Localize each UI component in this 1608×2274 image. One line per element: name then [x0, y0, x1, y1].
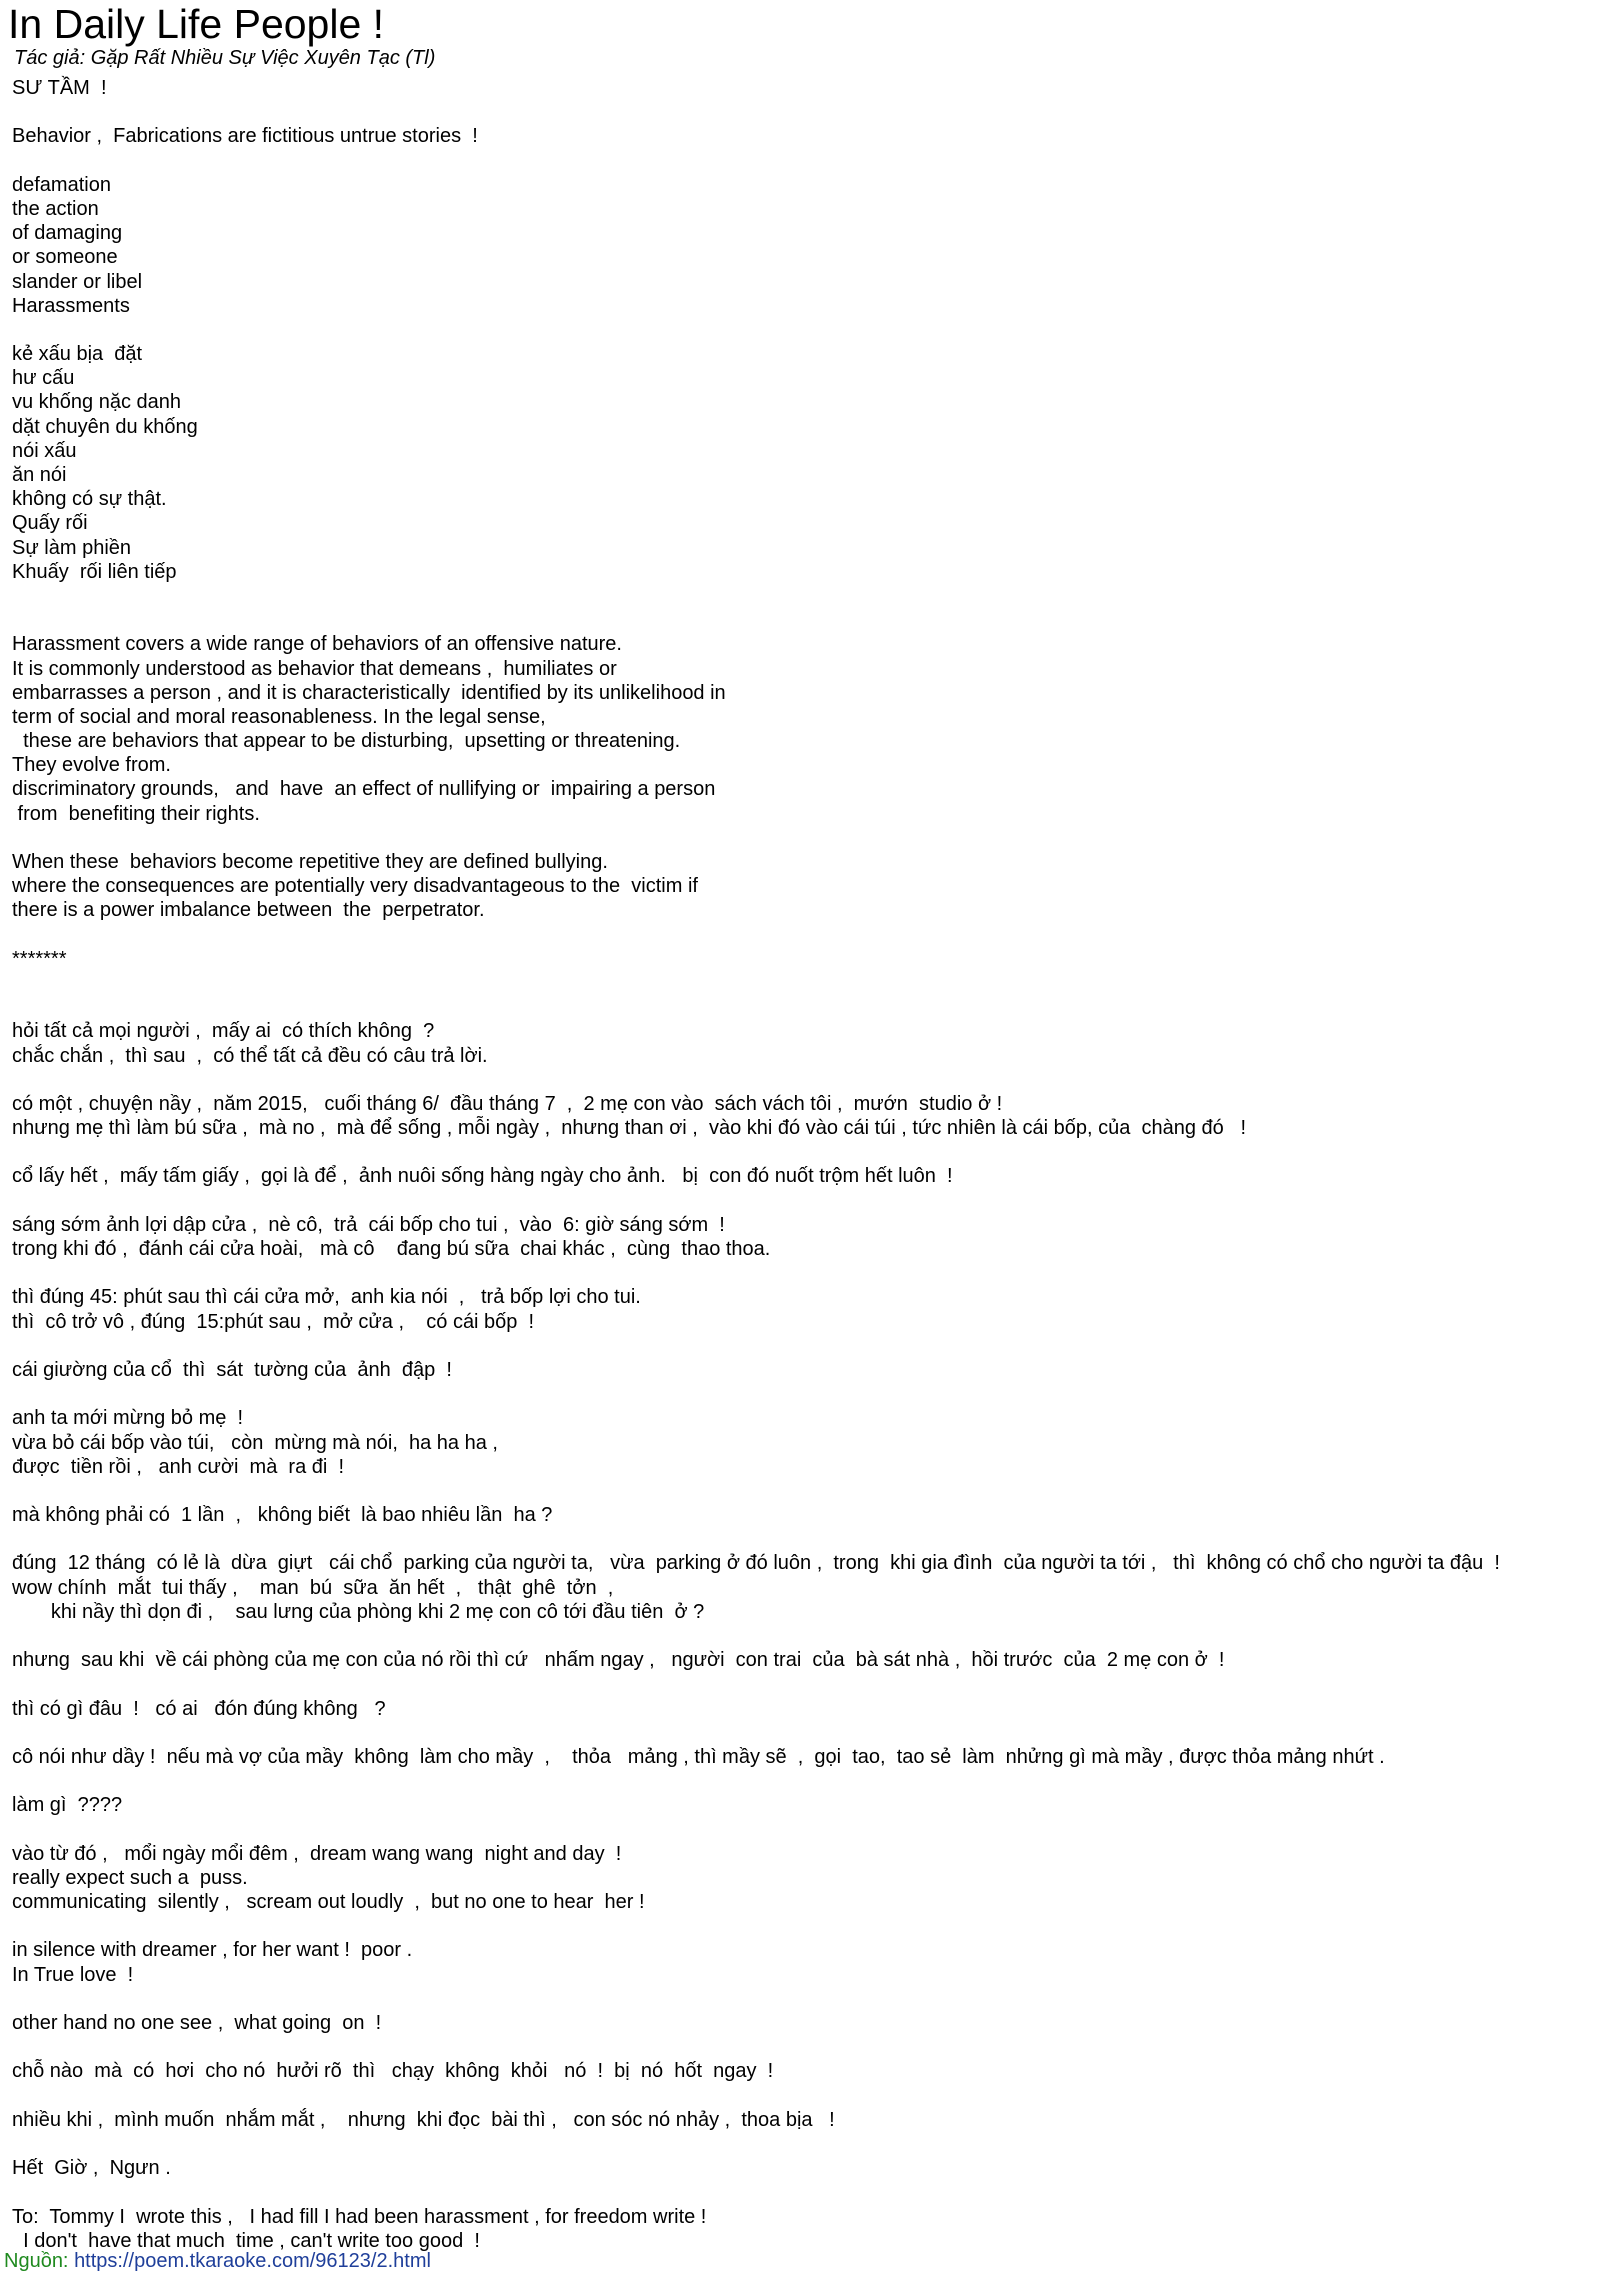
text-line: In True love ! [12, 1963, 134, 1986]
blank-line [12, 2084, 1606, 2108]
text-line: ăn nói [12, 464, 67, 486]
text-line: cái giường của cổ thì sát tường của ảnh đập ! [12, 1358, 452, 1381]
text-line: đúng 12 tháng có lẻ là dừa giựt cái chổ parking của người ta, vừa parking ở đó luôn , trong khi gia đình của người ta tới , thì không có chổ cho người ta đậu ! [12, 1552, 1500, 1575]
blank-line [12, 608, 1606, 632]
blank-line [12, 1769, 1606, 1793]
blank-line [12, 995, 1606, 1019]
blank-line [12, 1527, 1606, 1551]
text-line: không có sự thật. [12, 488, 167, 511]
text-line: there is a power imbalance between the perpetrator. [12, 899, 485, 922]
text-line: thì đúng 45: phút sau thì cái cửa mở, anh kia nói , trả bốp lợi cho tui. [12, 1286, 641, 1309]
text-line: Hết Giờ , Ngưn . [12, 2157, 171, 2180]
poem-body [12, 76, 1606, 2252]
source-line [4, 2249, 431, 2273]
text-line: wow chính mắt tui thấy , man bú sữa ăn hết , thật ghê tởn , [12, 1576, 614, 1599]
blank-line [12, 1189, 1606, 1213]
text-line: the action [12, 197, 99, 220]
text-line: thì có gì đâu ! có ai đón đúng không ? [12, 1697, 386, 1720]
text-line: embarrasses a person , and it is characteristically identified by its unlikelihood in [12, 681, 726, 704]
blank-line [12, 2035, 1606, 2059]
blank-line [12, 971, 1606, 995]
text-line: these are behaviors that appear to be disturbing, upsetting or threatening. [12, 730, 681, 753]
text-line: chỗ nào mà có hơi cho nó hưởi rõ thì chạy không khỏi nó ! bị nó hốt ngay ! [12, 2060, 774, 2083]
blank-line [12, 1479, 1606, 1503]
text-line: hư cấu [12, 367, 75, 390]
text-line: communicating silently , scream out loudly , but no one to hear her ! [12, 1891, 645, 1914]
text-line: cổ lấy hết , mấy tấm giấy , gọi là để , ảnh nuôi sống hàng ngày cho ảnh. bị con đó nuốt trộm hết luôn ! [12, 1165, 953, 1188]
text-line: được tiền rồi , anh cười mà ra đi ! [12, 1455, 345, 1478]
text-line: nói xấu [12, 439, 77, 462]
text-line: dặt chuyên du khống [12, 415, 198, 438]
text-line: They evolve from. [12, 754, 171, 777]
text-line: nhưng sau khi về cái phòng của mẹ con của nó rồi thì cứ nhấm ngay , người con trai của bà sát nhà , hồi trước của 2 mẹ con ở ! [12, 1649, 1225, 1672]
blank-line [12, 1987, 1606, 2011]
text-line: really expect such a puss. [12, 1866, 248, 1889]
text-line: where the consequences are potentially very disadvantageous to the victim if [12, 875, 698, 898]
blank-line [12, 1818, 1606, 1842]
source-link[interactable]: https://poem.tkaraoke.com/96123/2.html [74, 2250, 431, 2272]
blank-line [12, 1721, 1606, 1745]
text-line: or someone [12, 246, 118, 269]
poem-title: In Daily Life People ! [8, 1, 385, 47]
text-line: SƯ TẦM ! [12, 77, 107, 99]
text-line: nhiều khi , mình muốn nhắm mắt , nhưng khi đọc bài thì , con sóc nó nhảy , thoa bịa ! [12, 2108, 835, 2131]
text-line: of damaging [12, 222, 123, 245]
blank-line [12, 2180, 1606, 2204]
blank-line [12, 923, 1606, 947]
text-line: thì cô trở vô , đúng 15:phút sau , mở cửa , có cái bốp ! [12, 1310, 535, 1333]
text-line: from benefiting their rights. [12, 802, 260, 825]
text-line: slander or libel [12, 270, 143, 293]
text-line: làm gì ???? [12, 1794, 123, 1817]
text-line: vu khống nặc danh [12, 391, 182, 414]
text-line: Khuấy rối liên tiếp [12, 560, 177, 583]
text-line: vào từ đó , mổi ngày mổi đêm , dream wang wang night and day ! [12, 1842, 622, 1865]
text-line: nhưng mẹ thì làm bú sữa , mà no , mà để sống , mỗi ngày , nhưng than ơi , vào khi đó vào cái túi , tức nhiên là cái bốp, của chàng đó ! [12, 1117, 1247, 1140]
source-label: Nguồn: [4, 2250, 75, 2272]
text-line: To: Tommy I wrote this , I had fill I had been harassment , for freedom write ! [12, 2205, 707, 2228]
text-line: Quấy rối [12, 512, 88, 535]
text-line: chắc chắn , thì sau , có thể tất cả đều có câu trả lời. [12, 1044, 488, 1067]
text-line: Sự làm phiền [12, 536, 132, 559]
blank-line [12, 2132, 1606, 2156]
blank-line [12, 318, 1606, 342]
blank-line [12, 1914, 1606, 1938]
blank-line [12, 100, 1606, 124]
blank-line [12, 1624, 1606, 1648]
text-line: in silence with dreamer , for her want ! poor . [12, 1939, 413, 1962]
text-line: sáng sớm ảnh lợi dập cửa , nè cô, trả cái bốp cho tui , vào 6: giờ sáng sớm ! [12, 1213, 725, 1236]
text-line: I don't have that much time , can't write too good ! [12, 2229, 480, 2252]
text-line: Harassment covers a wide range of behaviors of an offensive nature. [12, 633, 622, 656]
text-line: It is commonly understood as behavior that demeans , humiliates or [12, 657, 617, 680]
blank-line [12, 1261, 1606, 1285]
text-line: cô nói như dầy ! nếu mà vợ của mầy không làm cho mầy , thỏa mảng , thì mầy sẽ , gọi tao, tao sẻ làm nhửng gì mà mầy , được thỏa mảng nhứt . [12, 1745, 1385, 1768]
text-line: mà không phải có 1 lần , không biết là bao nhiêu lần ha ? [12, 1504, 553, 1527]
text-line: term of social and moral reasonableness. In the legal sense, [12, 705, 546, 728]
text-line: trong khi đó , đánh cái cửa hoài, mà cô đang bú sữa chai khác , cùng thao thoa. [12, 1238, 771, 1260]
author-line: Tác giả: Gặp Rất Nhiều Sự Việc Xuyên Tạc (Tl) [14, 47, 436, 69]
text-line: có một , chuyện nầy , năm 2015, cuối tháng 6/ đầu tháng 7 , 2 mẹ con vào sách vách tôi , mướn studio ở ! [12, 1092, 1003, 1115]
text-line: other hand no one see , what going on ! [12, 2012, 382, 2034]
blank-line [12, 1382, 1606, 1406]
text-line: hỏi tất cả mọi người , mấy ai có thích không ? [12, 1020, 435, 1043]
blank-line [12, 1068, 1606, 1092]
blank-line [12, 149, 1606, 173]
blank-line [12, 584, 1606, 608]
text-line: kẻ xấu bịa đặt [12, 343, 143, 366]
text-line: anh ta mới mừng bỏ mẹ ! [12, 1407, 244, 1430]
blank-line [12, 1672, 1606, 1696]
blank-line [12, 1140, 1606, 1164]
text-line: Behavior , Fabrications are fictitious untrue stories ! [12, 125, 478, 148]
blank-line [12, 1334, 1606, 1358]
text-line: vừa bỏ cái bốp vào túi, còn mừng mà nói, ha ha ha , [12, 1431, 498, 1454]
text-line: ******* [12, 947, 67, 970]
text-line: When these behaviors become repetitive they are defined bullying. [12, 851, 608, 873]
text-line: khi nầy thì dọn đi , sau lưng của phòng khi 2 mẹ con cô tới đầu tiên ở ? [12, 1600, 705, 1623]
text-line: defamation [12, 173, 111, 196]
text-line: Harassments [12, 294, 130, 317]
text-line: discriminatory grounds, and have an effect of nullifying or impairing a person [12, 778, 716, 801]
blank-line [12, 826, 1606, 850]
